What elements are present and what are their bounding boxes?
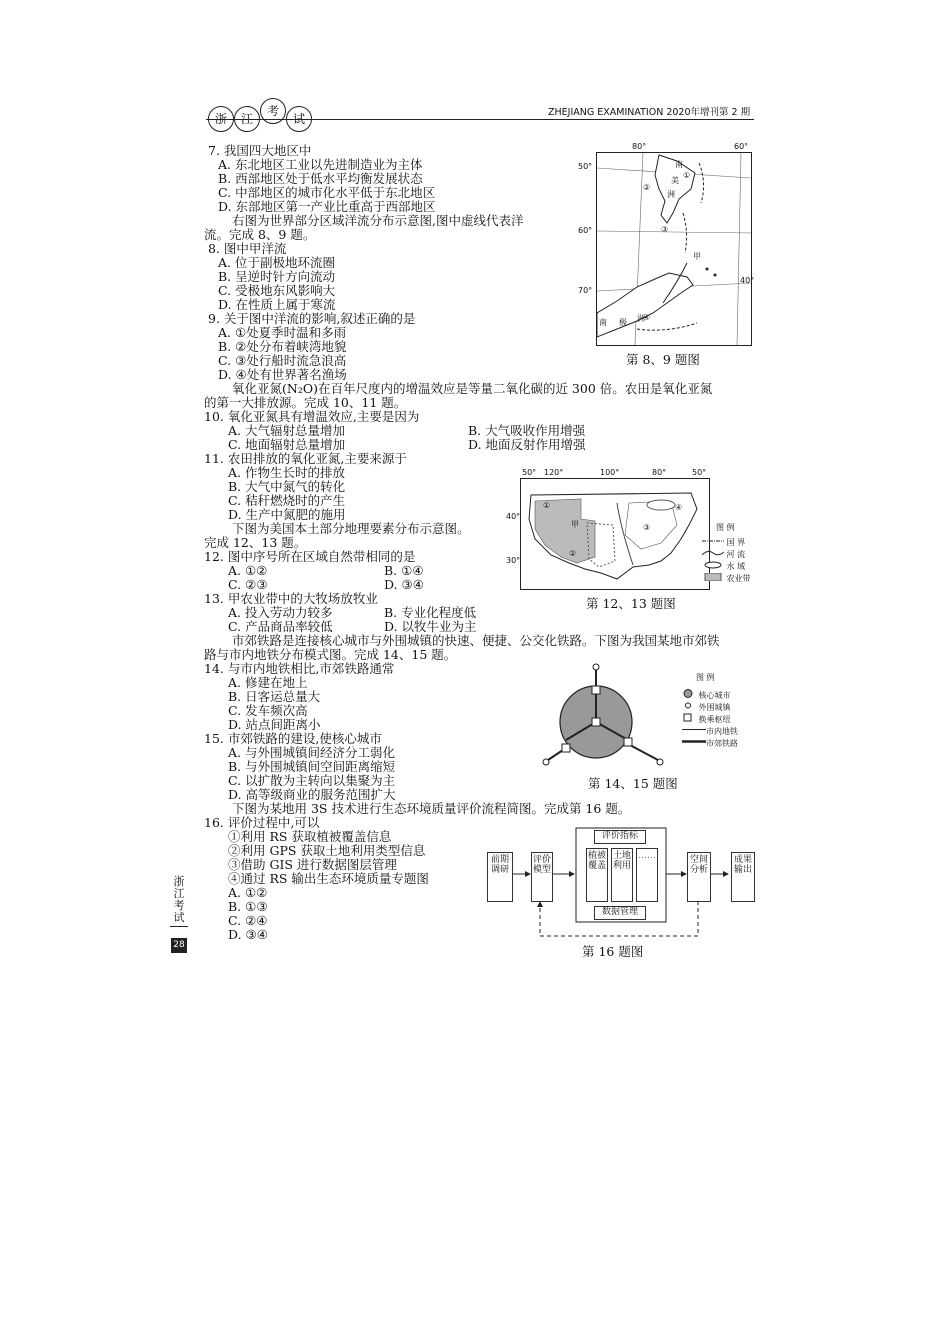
logo-char: 试 (286, 106, 312, 132)
legend-item (682, 701, 754, 713)
lat-label: 70° (578, 286, 593, 295)
legend-item (702, 549, 762, 561)
text-line: 8. 图中甲洋流 (208, 241, 287, 256)
legend-item (702, 573, 762, 585)
text-line: C. 发车频次高 (228, 703, 308, 718)
text-line: C. 产品商品率较低 (228, 619, 333, 634)
text-line: D. ③④ (228, 927, 268, 942)
text-line: B. ①④ (384, 563, 424, 578)
flow-box-more: …… (636, 848, 658, 902)
text-line: C. 中部地区的城市化水平低于东北地区 (218, 185, 436, 200)
text-line: 流。完成 8、9 题。 (204, 227, 316, 242)
text-line: B. 大气中氮气的转化 (228, 479, 346, 494)
lat-label: 40° (506, 512, 521, 521)
text-line: A. 东北地区工业以先进制造业为主体 (218, 157, 423, 172)
text-line: A. 位于副极地环流圈 (218, 255, 335, 270)
text-line: 下图为某地用 3S 技术进行生态环境质量评价流程简图。完成第 16 题。 (232, 801, 631, 816)
side-vertical-title: 浙江考试 (173, 875, 185, 924)
text-line: 12. 图中序号所在区域自然带相同的是 (204, 549, 416, 564)
text-line: 下图为美国本土部分地理要素分布示意图。 (232, 521, 470, 536)
lon-label: 120° (544, 468, 564, 477)
map-label: 洲 (637, 314, 645, 323)
text-line: D. ③④ (384, 577, 424, 592)
text-line: 9. 关于图中洋流的影响,叙述正确的是 (208, 311, 416, 326)
journal-title: ZHEJIANG EXAMINATION 2020年增刊第 2 期 (548, 107, 751, 118)
text-line: D. 站点间距离小 (228, 717, 321, 732)
text-line: 14. 与市内地铁相比,市郊铁路通常 (204, 661, 395, 676)
text-line: A. ①② (228, 563, 268, 578)
lon-label: 80° (652, 468, 667, 477)
region-marker: ① (543, 501, 551, 510)
legend-item (702, 561, 762, 573)
lon-label: 80° (632, 142, 647, 151)
map-label: 甲 (571, 520, 579, 529)
journal-logo (206, 98, 316, 132)
text-line: C. 地面辐射总量增加 (228, 437, 346, 452)
legend-label: 国 界 (726, 538, 746, 547)
legend-title: 图 例 (696, 673, 715, 682)
legend-label: 换乘枢纽 (698, 715, 731, 724)
lat-label: 40° (740, 276, 755, 285)
text-line: B. 大气吸收作用增强 (468, 423, 586, 438)
figure-caption: 第 16 题图 (582, 944, 644, 959)
lon-label: 60° (734, 142, 749, 151)
flow-box-data: 数据管理 (594, 906, 646, 920)
figure-caption: 第 14、15 题图 (588, 776, 678, 791)
text-line: B. ②处分布着峡湾地貌 (218, 339, 347, 354)
text-line: A. 作物生长时的排放 (228, 465, 345, 480)
text-line: B. 西部地区处于低水平均衡发展状态 (218, 171, 423, 186)
us-map-legend (702, 522, 762, 585)
text-line: D. 高等级商业的服务范围扩大 (228, 787, 396, 802)
text-line: B. 专业化程度低 (384, 605, 477, 620)
logo-char: 浙 (208, 106, 234, 132)
flow-box-model: 评价模型 (531, 852, 553, 902)
region-marker: ③ (643, 523, 651, 532)
text-line: 完成 12、13 题。 (204, 535, 307, 550)
text-line: 10. 氧化亚氮具有增温效应,主要是因为 (204, 409, 420, 424)
flow-box-landuse: 土地利用 (611, 848, 633, 902)
text-line: C. 以扩散为主转向以集聚为主 (228, 773, 396, 788)
text-line: A. ①处夏季时温和多雨 (218, 325, 347, 340)
text-line: D. ④处有世界著名渔场 (218, 367, 347, 382)
legend-item (682, 713, 754, 725)
flow-box-vegetation: 植被覆盖 (586, 848, 608, 902)
us-map (520, 478, 710, 590)
legend-label: 市郊铁路 (706, 739, 738, 748)
text-line: ③借助 GIS 进行数据图层管理 (228, 857, 397, 872)
text-line: C. 受极地东风影响大 (218, 283, 336, 298)
text-line: C. ②③ (228, 577, 268, 592)
figure-caption: 第 12、13 题图 (586, 596, 676, 611)
figure-caption: 第 8、9 题图 (626, 352, 700, 367)
legend-item (682, 737, 754, 749)
text-line: B. 日客运总量大 (228, 689, 321, 704)
rail-legend (682, 672, 754, 749)
legend-label: 水 域 (726, 562, 746, 571)
lon-label: 50° (522, 468, 537, 477)
text-line: C. 秸秆燃烧时的产生 (228, 493, 346, 508)
header-rule (206, 119, 754, 120)
current-marker: ④ (643, 313, 651, 322)
legend-item (682, 689, 754, 701)
legend-label: 农业带 (726, 574, 751, 583)
legend-title: 图 例 (716, 523, 735, 532)
text-line: A. 与外围城镇间经济分工弱化 (228, 745, 395, 760)
text-line: 氧化亚氮(N₂O)在百年尺度内的增温效应是等量二氧化碳的近 300 倍。农田是氧化亚氮 (232, 381, 713, 396)
text-line: D. 地面反射作用增强 (468, 437, 586, 452)
rail-pattern-diagram (540, 660, 680, 792)
text-line: D. 东部地区第一产业比重高于西部地区 (218, 199, 436, 214)
map-label: 甲 (693, 252, 701, 261)
map-label: 极 (619, 318, 627, 327)
map-label: 美 (671, 176, 679, 185)
current-marker: ② (643, 183, 651, 192)
region-marker: ② (569, 549, 577, 558)
legend-item (702, 537, 762, 549)
legend-item (682, 725, 754, 737)
lat-label: 30° (506, 556, 521, 565)
text-line: 16. 评价过程中,可以 (204, 815, 320, 830)
lat-label: 50° (578, 162, 593, 171)
flow-box-index: 评价指标 (594, 830, 646, 844)
text-line: 13. 甲农业带中的大牧场放牧业 (204, 591, 378, 606)
ocean-current-map (596, 152, 755, 346)
map-label: 南 (599, 318, 607, 327)
text-line: C. ③处行船时流急浪高 (218, 353, 347, 368)
page-number: 28 (171, 938, 187, 953)
text-line: D. 生产中氮肥的施用 (228, 507, 346, 522)
text-line: 路与市内地铁分布模式图。完成 14、15 题。 (204, 647, 457, 662)
lon-label: 100° (600, 468, 620, 477)
us-map-svg (521, 479, 709, 589)
region-marker: ④ (675, 503, 683, 512)
text-line: 11. 农田排放的氧化亚氮,主要来源于 (204, 451, 407, 466)
logo-char: 江 (234, 106, 260, 132)
text-line: ②利用 GPS 获取土地利用类型信息 (228, 843, 426, 858)
current-marker: ① (683, 171, 691, 180)
flow-box-spatial: 空间分析 (687, 852, 711, 902)
map-label: 南 (675, 160, 683, 169)
text-line: 的第一大排放源。完成 10、11 题。 (204, 395, 407, 410)
side-divider (170, 926, 188, 927)
legend-label: 核心城市 (698, 691, 731, 700)
text-line: D. 在性质上属于寒流 (218, 297, 336, 312)
text-line: A. ①② (228, 885, 268, 900)
lon-label: 50° (692, 468, 707, 477)
flow-box-output: 成果输出 (731, 852, 755, 902)
lat-label: 60° (578, 226, 593, 235)
flow-box-survey: 前期调研 (487, 852, 513, 902)
text-line: 15. 市郊铁路的建设,使核心城市 (204, 731, 382, 746)
text-line: 市郊铁路是连接核心城市与外围城镇的快速、便捷、公交化铁路。下图为我国某地市郊铁 (232, 633, 720, 648)
text-line: C. ②④ (228, 913, 268, 928)
text-line: ①利用 RS 获取植被覆盖信息 (228, 829, 392, 844)
text-line: A. 投入劳动力较多 (228, 605, 333, 620)
legend-label: 外围城镇 (698, 703, 731, 712)
map-label: 洲 (667, 190, 675, 199)
text-line: A. 修建在地上 (228, 675, 308, 690)
text-line: A. 大气辐射总量增加 (228, 423, 345, 438)
text-line: D. 以牧牛业为主 (384, 619, 477, 634)
current-marker: ③ (661, 225, 669, 234)
legend-label: 河 流 (726, 550, 746, 559)
legend-label: 市内地铁 (706, 727, 738, 736)
text-line: 7. 我国四大地区中 (208, 143, 312, 158)
text-line: ④通过 RS 输出生态环境质量专题图 (228, 871, 429, 886)
text-line: B. 呈逆时针方向流动 (218, 269, 336, 284)
text-line: 右图为世界部分区域洋流分布示意图,图中虚线代表洋 (232, 213, 524, 228)
text-line: B. 与外围城镇间空间距离缩短 (228, 759, 396, 774)
text-line: B. ①③ (228, 899, 268, 914)
logo-char: 考 (260, 98, 286, 124)
